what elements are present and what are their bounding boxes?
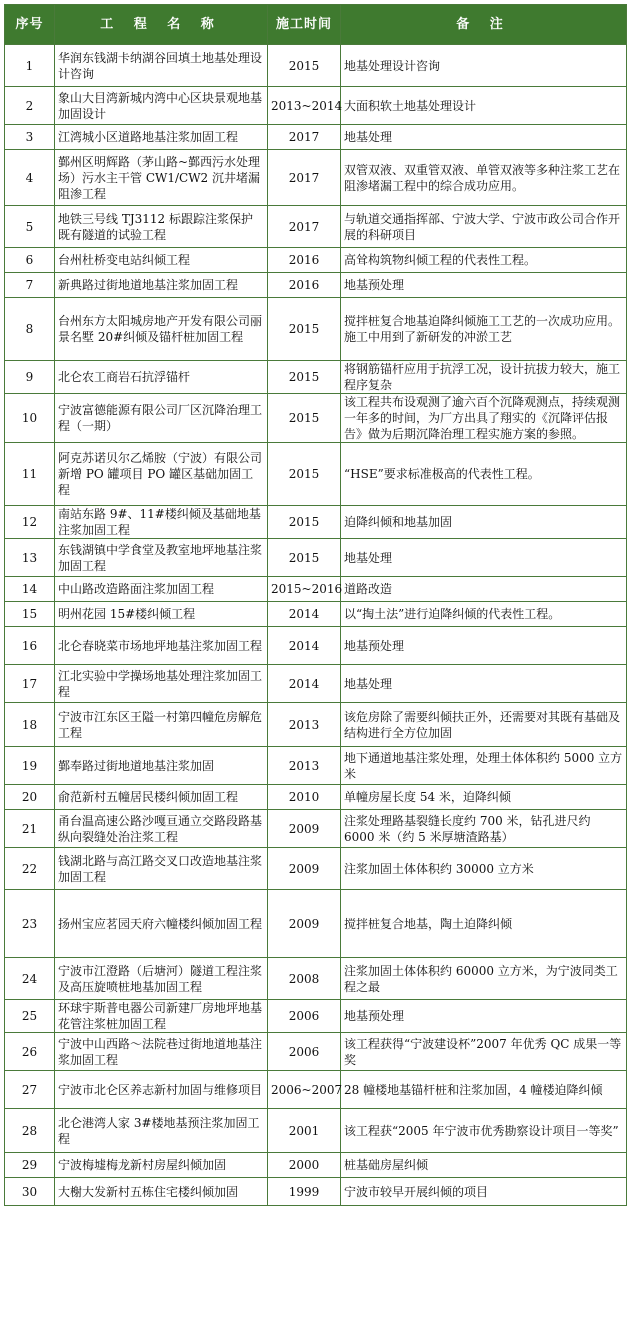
table-row — [5, 703, 627, 747]
cell-time: 2008 — [268, 958, 341, 1000]
table-row — [5, 1000, 627, 1033]
table-row — [5, 248, 627, 273]
cell-no: 21 — [5, 810, 55, 848]
table-row — [5, 577, 627, 602]
cell-time: 2015 — [268, 539, 341, 577]
cell-name: 鄞奉路过街地道地基注浆加固 — [55, 747, 268, 785]
cell-no: 16 — [5, 627, 55, 665]
cell-note: 与轨道交通指挥部、宁波大学、宁波市政公司合作开展的科研项目 — [341, 206, 627, 248]
cell-note: 该危房除了需要纠倾扶正外，还需要对其既有基础及结构进行全方位加固 — [341, 703, 627, 747]
table-row — [5, 810, 627, 848]
cell-name: 阿克苏诺贝尔乙烯胺（宁波）有限公司新增 PO 罐项目 PO 罐区基础加固工程 — [55, 443, 268, 506]
project-table-container — [4, 4, 626, 1206]
cell-name: 大榭大发新村五栋住宅楼纠倾加固 — [55, 1178, 268, 1206]
cell-note: 注浆加固土体体积约 60000 立方米，为宁波同类工程之最 — [341, 958, 627, 1000]
cell-no: 30 — [5, 1178, 55, 1206]
cell-name: 中山路改造路面注浆加固工程 — [55, 577, 268, 602]
cell-time: 1999 — [268, 1178, 341, 1206]
table-row — [5, 87, 627, 125]
cell-name: 江湾城小区道路地基注浆加固工程 — [55, 125, 268, 150]
table-row — [5, 506, 627, 539]
cell-name: 台州东方太阳城房地产开发有限公司丽景名墅 20#纠倾及锚杆桩加固工程 — [55, 298, 268, 361]
cell-time: 2000 — [268, 1153, 341, 1178]
project-table — [4, 4, 627, 1206]
cell-no: 9 — [5, 361, 55, 394]
cell-note: 大面积软土地基处理设计 — [341, 87, 627, 125]
cell-no: 22 — [5, 848, 55, 890]
cell-no: 5 — [5, 206, 55, 248]
cell-time: 2017 — [268, 125, 341, 150]
cell-no: 12 — [5, 506, 55, 539]
cell-note: 地下通道地基注浆处理，处理土体体积约 5000 立方米 — [341, 747, 627, 785]
cell-time: 2014 — [268, 627, 341, 665]
cell-note: 搅拌桩复合地基迫降纠倾施工工艺的一次成功应用。施工中用到了新研发的冲淤工艺 — [341, 298, 627, 361]
cell-no: 20 — [5, 785, 55, 810]
table-row — [5, 665, 627, 703]
table-row — [5, 602, 627, 627]
cell-no: 27 — [5, 1071, 55, 1109]
cell-time: 2014 — [268, 665, 341, 703]
cell-time: 2013 — [268, 747, 341, 785]
table-row — [5, 1153, 627, 1178]
table-row — [5, 361, 627, 394]
cell-name: 环球宇斯普电器公司新建厂房地坪地基花管注浆桩加固工程 — [55, 1000, 268, 1033]
cell-time: 2009 — [268, 848, 341, 890]
cell-note: 搅拌桩复合地基，陶土迫降纠倾 — [341, 890, 627, 958]
cell-note: 该工程获“2005 年宁波市优秀勘察设计项目一等奖” — [341, 1109, 627, 1153]
cell-note: 28 幢楼地基锚杆桩和注浆加固，4 幢楼迫降纠倾 — [341, 1071, 627, 1109]
table-header-row — [5, 5, 627, 45]
cell-name: 宁波梅墟梅龙新村房屋纠倾加固 — [55, 1153, 268, 1178]
cell-name: 江北实验中学操场地基处理注浆加固工程 — [55, 665, 268, 703]
header-no: 序号 — [5, 5, 55, 45]
cell-name: 宁波市江澄路（后塘河）隧道工程注浆及高压旋喷桩地基加固工程 — [55, 958, 268, 1000]
cell-time: 2013 — [268, 703, 341, 747]
cell-note: 将钢筋锚杆应用于抗浮工况，设计抗拔力较大，施工程序复杂 — [341, 361, 627, 394]
table-row — [5, 747, 627, 785]
cell-note: 地基处理设计咨询 — [341, 45, 627, 87]
cell-time: 2015 — [268, 45, 341, 87]
cell-name: 新典路过街地道地基注浆加固工程 — [55, 273, 268, 298]
cell-note: 注浆加固土体体积约 30000 立方米 — [341, 848, 627, 890]
cell-time: 2017 — [268, 206, 341, 248]
cell-name: 象山大目湾新城内湾中心区块景观地基加固设计 — [55, 87, 268, 125]
cell-note: 地基预处理 — [341, 273, 627, 298]
cell-no: 10 — [5, 394, 55, 443]
cell-time: 2015 — [268, 394, 341, 443]
table-row — [5, 150, 627, 206]
cell-no: 26 — [5, 1033, 55, 1071]
table-row — [5, 958, 627, 1000]
cell-note: 地基处理 — [341, 125, 627, 150]
cell-name: 北仑港湾人家 3#楼地基预注浆加固工程 — [55, 1109, 268, 1153]
table-row — [5, 443, 627, 506]
cell-time: 2010 — [268, 785, 341, 810]
cell-note: 双管双液、双重管双液、单管双液等多种注浆工艺在阻渗堵漏工程中的综合成功应用。 — [341, 150, 627, 206]
cell-name: 地铁三号线 TJ3112 标跟踪注浆保护既有隧道的试验工程 — [55, 206, 268, 248]
cell-note: 宁波市较早开展纠倾的项目 — [341, 1178, 627, 1206]
cell-no: 13 — [5, 539, 55, 577]
cell-note: 高耸构筑物纠倾工程的代表性工程。 — [341, 248, 627, 273]
cell-no: 19 — [5, 747, 55, 785]
cell-time: 2015 — [268, 506, 341, 539]
cell-name: 宁波中山西路～法院巷过街地道地基注浆加固工程 — [55, 1033, 268, 1071]
cell-name: 南站东路 9#、11#楼纠倾及基础地基注浆加固工程 — [55, 506, 268, 539]
cell-no: 6 — [5, 248, 55, 273]
table-row — [5, 1033, 627, 1071]
table-row — [5, 785, 627, 810]
cell-no: 25 — [5, 1000, 55, 1033]
table-row — [5, 125, 627, 150]
cell-time: 2015~2016 — [268, 577, 341, 602]
cell-time: 2006 — [268, 1033, 341, 1071]
cell-time: 2006~2007 — [268, 1071, 341, 1109]
cell-note: 地基预处理 — [341, 1000, 627, 1033]
cell-time: 2013~2014 — [268, 87, 341, 125]
cell-no: 23 — [5, 890, 55, 958]
cell-no: 1 — [5, 45, 55, 87]
cell-name: 宁波市江东区王隘一村第四幢危房解危工程 — [55, 703, 268, 747]
cell-time: 2015 — [268, 298, 341, 361]
cell-note: 单幢房屋长度 54 米，迫降纠倾 — [341, 785, 627, 810]
cell-note: 以“掏土法”进行迫降纠倾的代表性工程。 — [341, 602, 627, 627]
table-row — [5, 1178, 627, 1206]
cell-note: 该工程共布设观测了逾六百个沉降观测点，持续观测一年多的时间，为厂方出具了翔实的《沉降评估报告》做为后期沉降治理工程实施方案的参照。 — [341, 394, 627, 443]
cell-note: 地基预处理 — [341, 627, 627, 665]
table-row — [5, 627, 627, 665]
header-name: 工 程 名 称 — [55, 5, 268, 45]
cell-time: 2017 — [268, 150, 341, 206]
table-row — [5, 890, 627, 958]
cell-no: 14 — [5, 577, 55, 602]
table-row — [5, 1071, 627, 1109]
table-row — [5, 45, 627, 87]
cell-time: 2009 — [268, 890, 341, 958]
cell-time: 2016 — [268, 248, 341, 273]
table-row — [5, 273, 627, 298]
header-time: 施工时间 — [268, 5, 341, 45]
cell-no: 8 — [5, 298, 55, 361]
cell-no: 3 — [5, 125, 55, 150]
cell-note: 道路改造 — [341, 577, 627, 602]
cell-time: 2014 — [268, 602, 341, 627]
table-row — [5, 1109, 627, 1153]
header-note: 备 注 — [341, 5, 627, 45]
cell-no: 2 — [5, 87, 55, 125]
cell-time: 2006 — [268, 1000, 341, 1033]
cell-no: 4 — [5, 150, 55, 206]
cell-no: 17 — [5, 665, 55, 703]
cell-note: “HSE”要求标准极高的代表性工程。 — [341, 443, 627, 506]
cell-note: 地基处理 — [341, 665, 627, 703]
table-row — [5, 394, 627, 443]
cell-name: 明州花园 15#楼纠倾工程 — [55, 602, 268, 627]
cell-name: 扬州宝应茗园天府六幢楼纠倾加固工程 — [55, 890, 268, 958]
cell-name: 北仑农工商岩石抗浮锚杆 — [55, 361, 268, 394]
cell-time: 2009 — [268, 810, 341, 848]
cell-note: 迫降纠倾和地基加固 — [341, 506, 627, 539]
cell-note: 该工程获得“宁波建设杯”2007 年优秀 QC 成果一等奖 — [341, 1033, 627, 1071]
cell-note: 地基处理 — [341, 539, 627, 577]
cell-no: 29 — [5, 1153, 55, 1178]
cell-name: 甬台温高速公路沙嘎亘通立交路段路基纵向裂缝处治注浆工程 — [55, 810, 268, 848]
cell-name: 东钱湖镇中学食堂及教室地坪地基注浆加固工程 — [55, 539, 268, 577]
table-row — [5, 298, 627, 361]
cell-name: 北仑春晓菜市场地坪地基注浆加固工程 — [55, 627, 268, 665]
cell-name: 俞范新村五幢居民楼纠倾加固工程 — [55, 785, 268, 810]
cell-no: 28 — [5, 1109, 55, 1153]
cell-name: 钱湖北路与高江路交叉口改造地基注浆加固工程 — [55, 848, 268, 890]
cell-name: 鄞州区明辉路（茅山路~鄞西污水处理场）污水主干管 CW1/CW2 沉井堵漏阻渗工程 — [55, 150, 268, 206]
cell-time: 2016 — [268, 273, 341, 298]
table-row — [5, 848, 627, 890]
cell-time: 2015 — [268, 361, 341, 394]
cell-time: 2015 — [268, 443, 341, 506]
cell-name: 台州杜桥变电站纠倾工程 — [55, 248, 268, 273]
cell-no: 7 — [5, 273, 55, 298]
table-body — [5, 45, 627, 1206]
table-row — [5, 206, 627, 248]
cell-no: 18 — [5, 703, 55, 747]
cell-note: 桩基础房屋纠倾 — [341, 1153, 627, 1178]
cell-no: 11 — [5, 443, 55, 506]
cell-name: 宁波市北仑区养志新村加固与维修项目 — [55, 1071, 268, 1109]
cell-no: 15 — [5, 602, 55, 627]
cell-time: 2001 — [268, 1109, 341, 1153]
cell-name: 宁波富德能源有限公司厂区沉降治理工程（一期） — [55, 394, 268, 443]
cell-note: 注浆处理路基裂缝长度约 700 米，钻孔进尺约 6000 米（约 5 米厚塘渣路基） — [341, 810, 627, 848]
cell-no: 24 — [5, 958, 55, 1000]
cell-name: 华润东钱湖卡纳湖谷回填土地基处理设计咨询 — [55, 45, 268, 87]
table-row — [5, 539, 627, 577]
